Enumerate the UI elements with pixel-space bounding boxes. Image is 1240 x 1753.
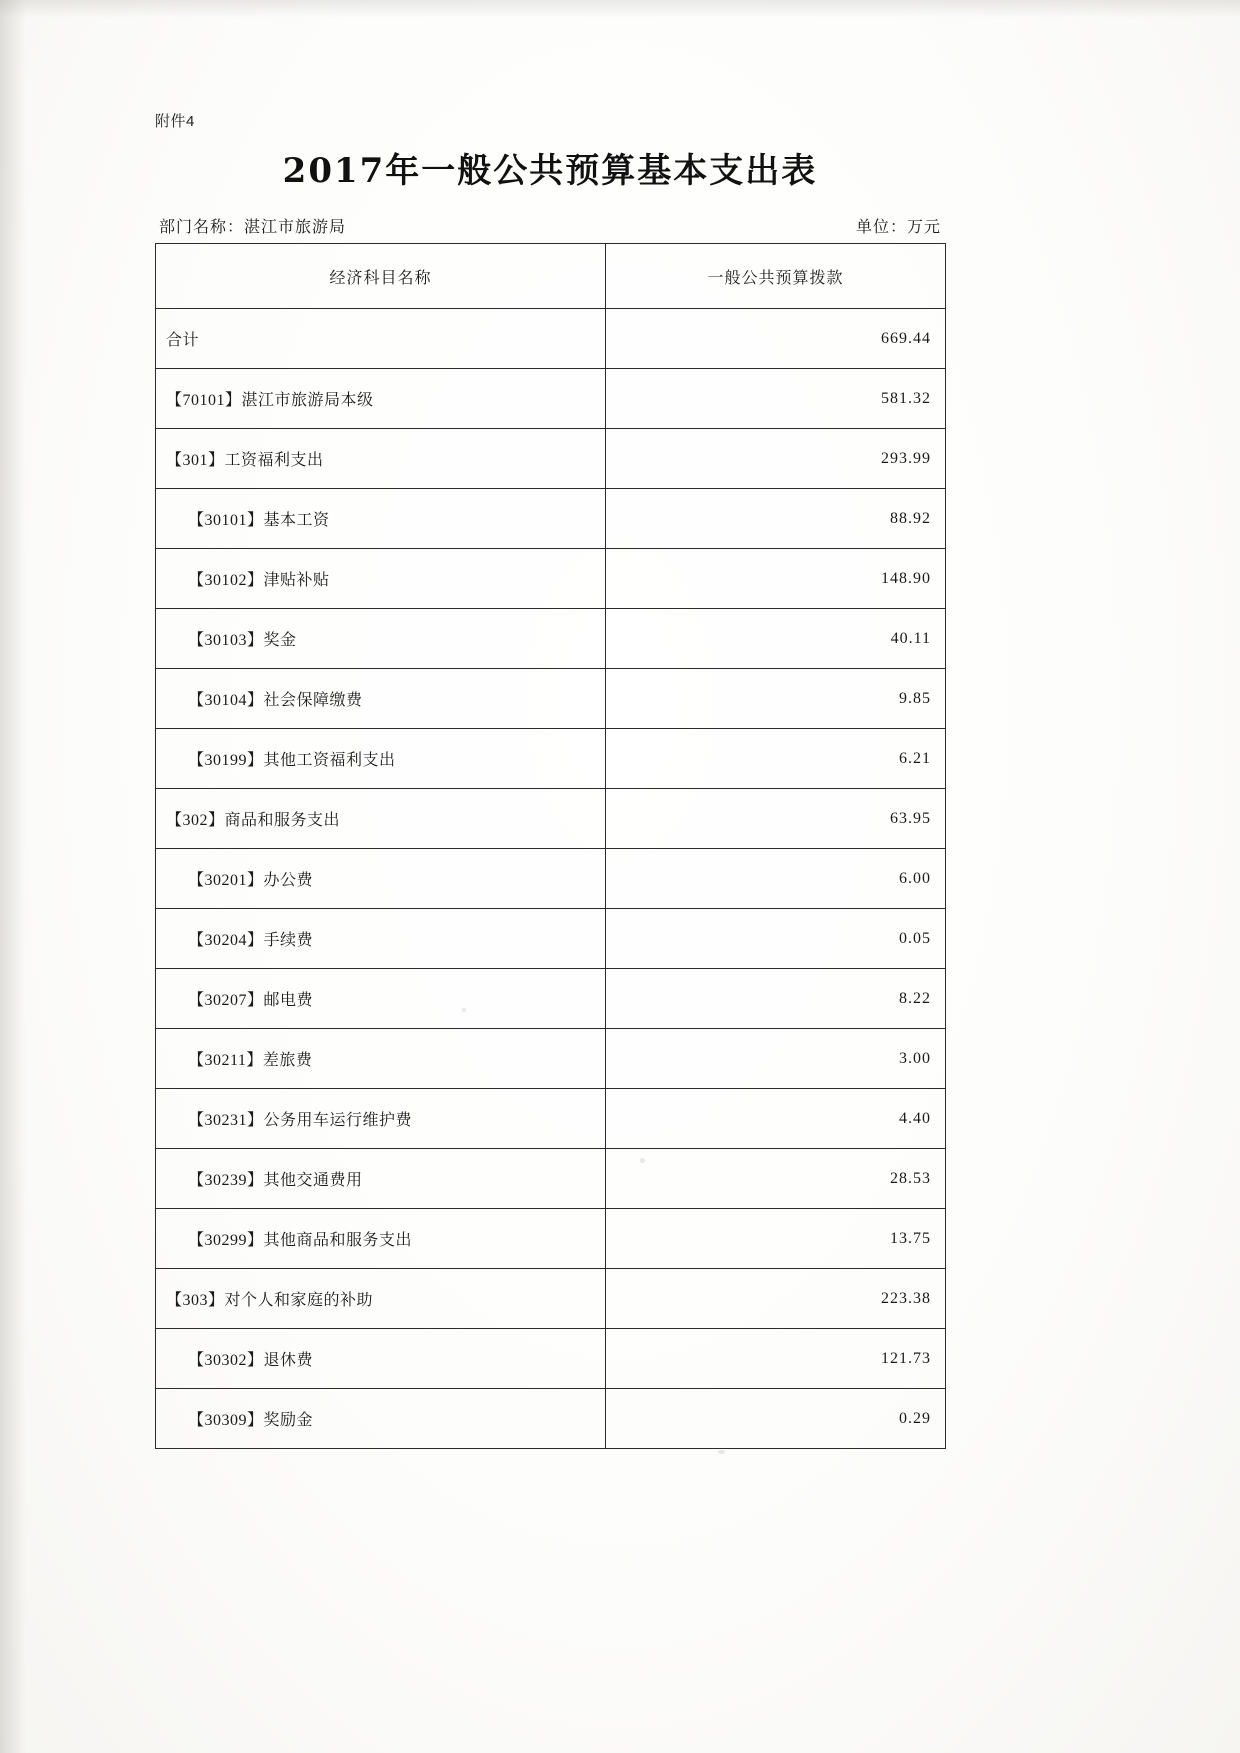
row-budget-value: 4.40 — [606, 1089, 946, 1149]
row-budget-value: 581.32 — [606, 369, 946, 429]
row-subject-name: 【30199】其他工资福利支出 — [156, 729, 606, 789]
row-budget-value: 3.00 — [606, 1029, 946, 1089]
department-name: 湛江市旅游局 — [244, 219, 347, 236]
row-budget-value: 293.99 — [606, 429, 946, 489]
row-subject-name: 【30299】其他商品和服务支出 — [156, 1209, 606, 1269]
row-budget-value: 8.22 — [606, 969, 946, 1029]
table-row — [156, 729, 946, 789]
attachment-label: 附件4 — [155, 113, 195, 130]
table-row — [156, 789, 946, 849]
row-subject-name: 【303】对个人和家庭的补助 — [156, 1269, 606, 1329]
row-budget-value: 9.85 — [606, 669, 946, 729]
row-budget-value: 0.05 — [606, 909, 946, 969]
table-row — [156, 909, 946, 969]
row-subject-name: 【30302】退休费 — [156, 1329, 606, 1389]
row-budget-value: 223.38 — [606, 1269, 946, 1329]
table-header-row — [156, 244, 946, 309]
row-budget-value: 13.75 — [606, 1209, 946, 1269]
row-budget-value: 6.00 — [606, 849, 946, 909]
table-row — [156, 549, 946, 609]
row-budget-value: 88.92 — [606, 489, 946, 549]
table-row — [156, 1329, 946, 1389]
row-subject-name: 【30204】手续费 — [156, 909, 606, 969]
department-label: 部门名称： — [159, 219, 245, 236]
table-row — [156, 309, 946, 369]
table-header — [156, 244, 946, 309]
table-row — [156, 429, 946, 489]
scan-speck — [718, 1450, 725, 1454]
row-subject-name: 【30239】其他交通费用 — [156, 1149, 606, 1209]
page-edge-shadow-top — [0, 0, 1240, 18]
row-subject-name: 【30103】奖金 — [156, 609, 606, 669]
document-body — [155, 110, 945, 1449]
department-field — [159, 214, 346, 237]
row-budget-value: 148.90 — [606, 549, 946, 609]
row-budget-value: 28.53 — [606, 1149, 946, 1209]
table-row — [156, 489, 946, 549]
row-subject-name: 【30309】奖励金 — [156, 1389, 606, 1449]
table-row — [156, 669, 946, 729]
row-budget-value: 121.73 — [606, 1329, 946, 1389]
table-row — [156, 849, 946, 909]
row-subject-name: 【30101】基本工资 — [156, 489, 606, 549]
table-row — [156, 969, 946, 1029]
row-budget-value: 669.44 — [606, 309, 946, 369]
table-row — [156, 609, 946, 669]
table-row — [156, 369, 946, 429]
row-budget-value: 40.11 — [606, 609, 946, 669]
row-subject-name: 【302】商品和服务支出 — [156, 789, 606, 849]
row-subject-name: 【30102】津贴补贴 — [156, 549, 606, 609]
document-meta — [155, 214, 945, 243]
table-row — [156, 1209, 946, 1269]
table-row — [156, 1089, 946, 1149]
row-budget-value: 0.29 — [606, 1389, 946, 1449]
row-subject-name: 【301】工资福利支出 — [156, 429, 606, 489]
row-subject-name: 【30201】办公费 — [156, 849, 606, 909]
page-title: 2017年一般公共预算基本支出表 — [282, 151, 818, 191]
row-budget-value: 6.21 — [606, 729, 946, 789]
table-row — [156, 1269, 946, 1329]
row-subject-name: 【70101】湛江市旅游局本级 — [156, 369, 606, 429]
row-subject-name: 【30231】公务用车运行维护费 — [156, 1089, 606, 1149]
row-subject-name: 合计 — [156, 309, 606, 369]
column-header-value: 一般公共预算拨款 — [606, 244, 946, 309]
page-edge-shadow-left — [0, 0, 26, 1753]
row-subject-name: 【30211】差旅费 — [156, 1029, 606, 1089]
unit-label: 单位：万元 — [855, 219, 941, 236]
budget-table — [155, 243, 946, 1449]
row-subject-name: 【30104】社会保障缴费 — [156, 669, 606, 729]
table-row — [156, 1149, 946, 1209]
row-subject-name: 【30207】邮电费 — [156, 969, 606, 1029]
row-budget-value: 63.95 — [606, 789, 946, 849]
column-header-name: 经济科目名称 — [156, 244, 606, 309]
table-row — [156, 1029, 946, 1089]
table-row — [156, 1389, 946, 1449]
table-body — [156, 309, 946, 1449]
